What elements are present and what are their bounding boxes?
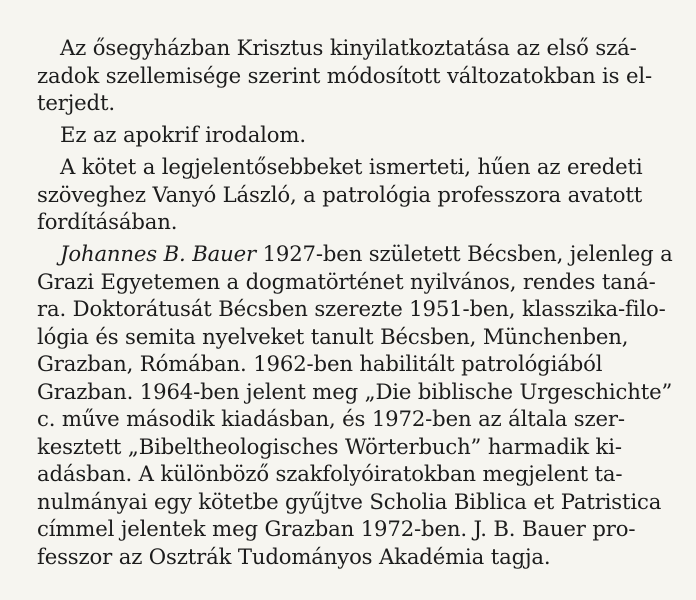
paragraph-4-line-2: Grazi Egyetemen a dogmatörténet nyilvános, rendes taná- xyxy=(37,268,656,294)
paragraph-1-line-3: terjedt. xyxy=(37,90,115,115)
paragraph-4-line-8: kesztett „Bibeltheologisches Wörterbuch” harmadik ki- xyxy=(37,433,622,459)
paragraph-4-line-10: nulmányai egy kötetbe gyűjtve Scholia Biblica et Patristica xyxy=(37,488,662,514)
paragraph-4-line-3: ra. Doktorátusát Bécsben szerezte 1951-ben, klasszika-filo- xyxy=(37,296,666,321)
paragraph-4-line-7: c. műve második kiadásban, és 1972-ben az általa szer- xyxy=(37,406,625,431)
paragraph-4-line-9: adásban. A különböző szakfolyóiratokban megjelent ta- xyxy=(37,461,623,486)
paragraph-3-line-1: A kötet a legjelentősebbeket ismerteti, hűen az eredeti xyxy=(60,154,643,179)
paragraph-4-line-1 xyxy=(30,241,673,266)
paragraph-4-line-12: fesszor az Osztrák Tudományos Akadémia tagja. xyxy=(37,543,551,569)
paragraph-2-line-1: Ez az apokrif irodalom. xyxy=(60,122,306,147)
paragraph-4-line-6: Grazban. 1964-ben jelent meg „Die biblische Urgeschichte” xyxy=(37,378,673,404)
paragraph-4-line-1-rest: 1927-ben született Bécsben, jelenleg a xyxy=(255,241,673,266)
paragraph-3-line-2: szöveghez Vanyó László, a patrológia professzora avatott xyxy=(37,181,643,207)
paragraph-4-line-5: Grazban, Rómában. 1962-ben habilitált patrológiából xyxy=(37,351,603,376)
paragraph-1-line-2: zadok szellemisége szerint módosított változatokban is el- xyxy=(37,62,652,88)
paragraph-3-line-3: fordításában. xyxy=(37,209,178,234)
author-name: Johannes B. Bauer xyxy=(60,241,256,266)
paragraph-4-line-4: lógia és semita nyelveket tanult Bécsben, Münchenben, xyxy=(37,323,629,349)
paragraph-1-line-1: Az ősegyházban Krisztus kinyilatkoztatása az első szá- xyxy=(60,35,637,60)
paragraph-4-line-11: címmel jelentek meg Grazban 1972-ben. J. B. Bauer pro- xyxy=(37,516,636,541)
